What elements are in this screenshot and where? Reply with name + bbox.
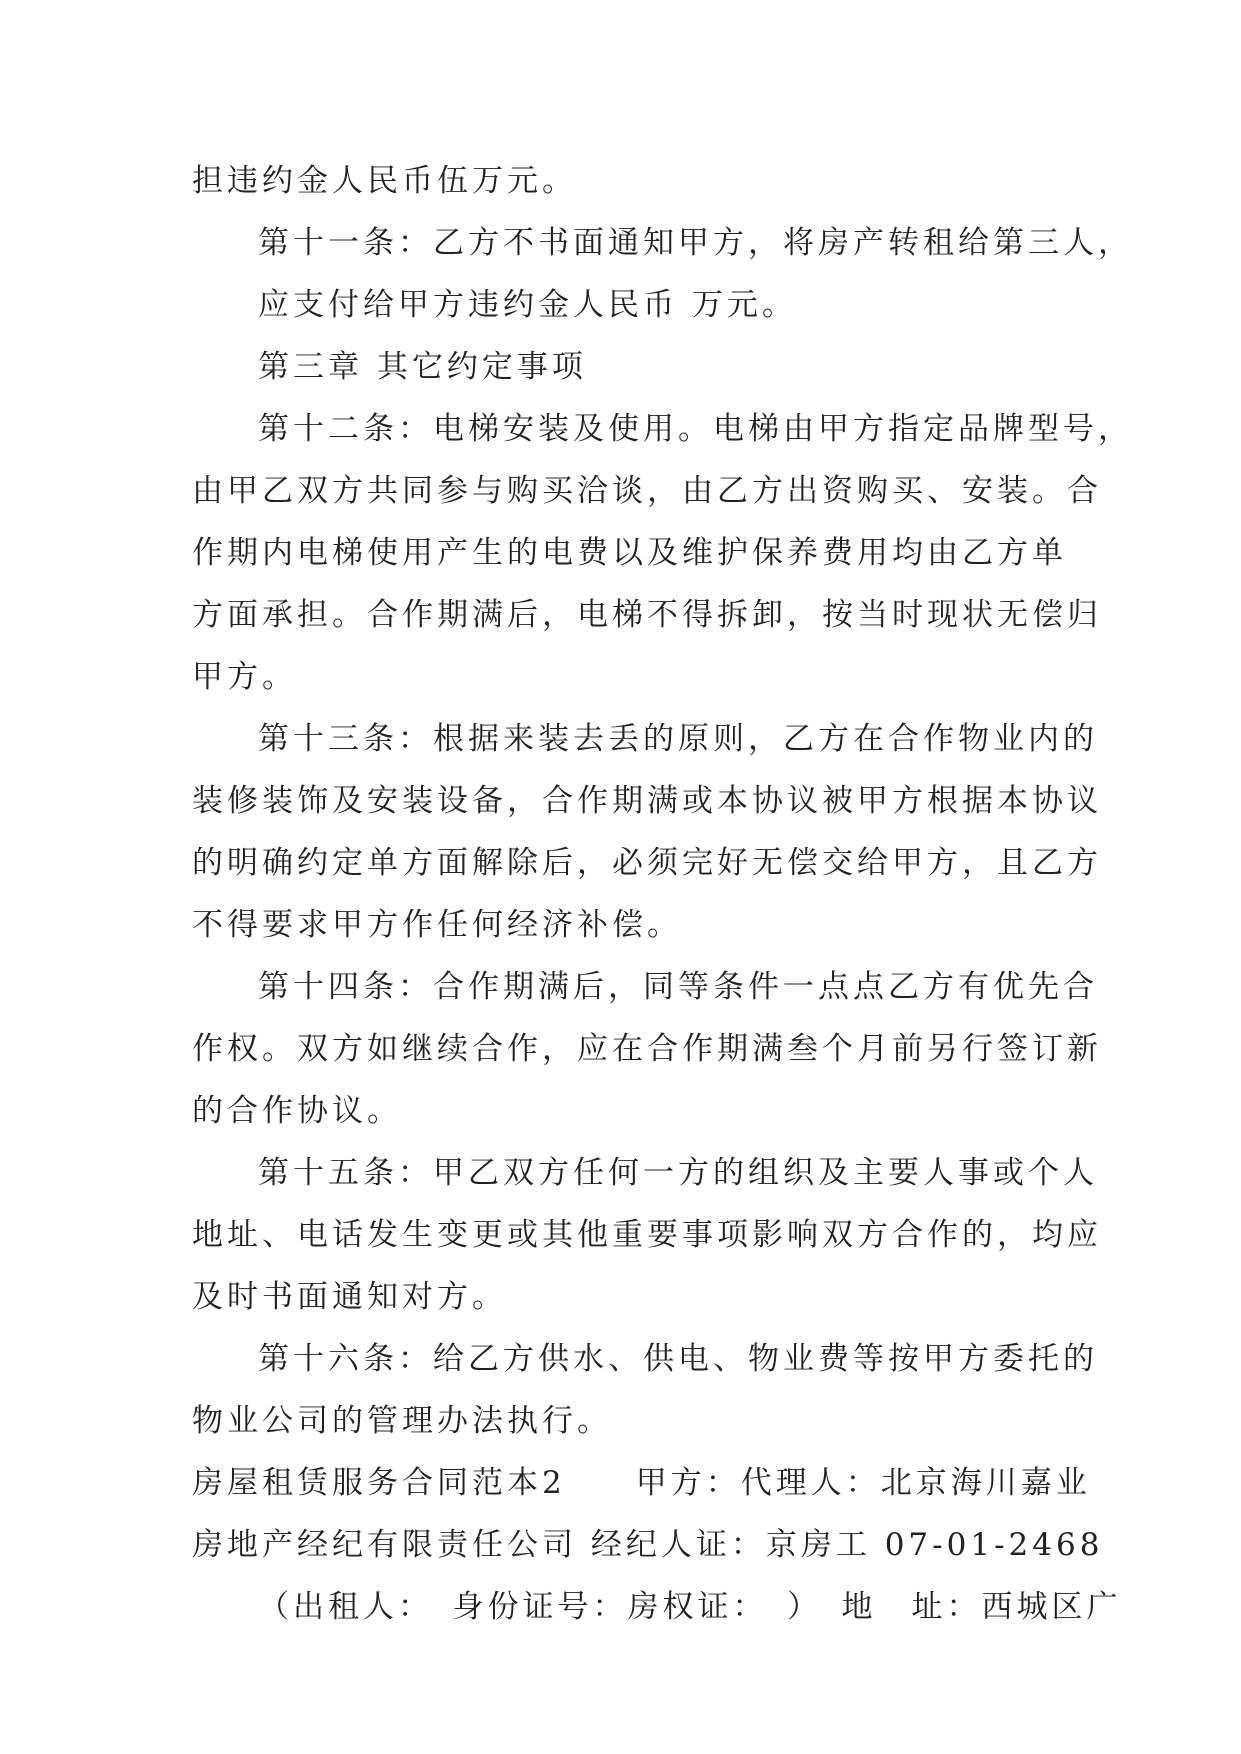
text-line: 作权。双方如继续合作，应在合作期满叁个月前另行签订新	[192, 1031, 1102, 1067]
text-line: （出租人： 身份证号：房权证： ） 地 址：西城区广	[258, 1589, 1122, 1625]
text-line: 第十三条：根据来装去丢的原则，乙方在合作物业内的	[258, 721, 1098, 757]
text-line: 物业公司的管理办法执行。	[192, 1403, 612, 1439]
text-line: 及时书面通知对方。	[192, 1279, 507, 1315]
text-line: 装修装饰及安装设备，合作期满或本协议被甲方根据本协议	[192, 783, 1102, 819]
text-line: 甲方。	[192, 659, 297, 695]
text-line: 第十一条：乙方不书面通知甲方，将房产转租给第三人，	[258, 225, 1133, 261]
text-line: 应支付给甲方违约金人民币 万元。	[258, 287, 797, 323]
text-line: 第三章 其它约定事项	[258, 349, 587, 385]
text-line: 第十六条：给乙方供水、供电、物业费等按甲方委托的	[258, 1341, 1098, 1377]
text-line: 由甲乙双方共同参与购买洽谈，由乙方出资购买、安装。合	[192, 473, 1102, 509]
text-line: 作期内电梯使用产生的电费以及维护保养费用均由乙方单	[192, 535, 1067, 571]
text-line: 第十四条：合作期满后，同等条件一点点乙方有优先合	[258, 969, 1098, 1005]
text-line: 第十二条：电梯安装及使用。电梯由甲方指定品牌型号，	[258, 411, 1133, 447]
text-line: 方面承担。合作期满后，电梯不得拆卸，按当时现状无偿归	[192, 597, 1102, 633]
text-line: 不得要求甲方作任何经济补偿。	[192, 907, 682, 943]
text-line: 的合作协议。	[192, 1093, 402, 1129]
text-line: 第十五条：甲乙双方任何一方的组织及主要人事或个人	[258, 1155, 1098, 1191]
text-line: 担违约金人民币伍万元。	[192, 163, 577, 199]
text-line: 房屋租赁服务合同范本2 甲方：代理人：北京海川嘉业	[192, 1465, 1091, 1501]
text-line: 地址、电话发生变更或其他重要事项影响双方合作的，均应	[192, 1217, 1102, 1253]
document-body	[192, 150, 1133, 1638]
text-line: 的明确约定单方面解除后，必须完好无偿交给甲方，且乙方	[192, 845, 1102, 881]
text-line: 房地产经纪有限责任公司 经纪人证：京房工 07-01-2468	[192, 1527, 1104, 1563]
